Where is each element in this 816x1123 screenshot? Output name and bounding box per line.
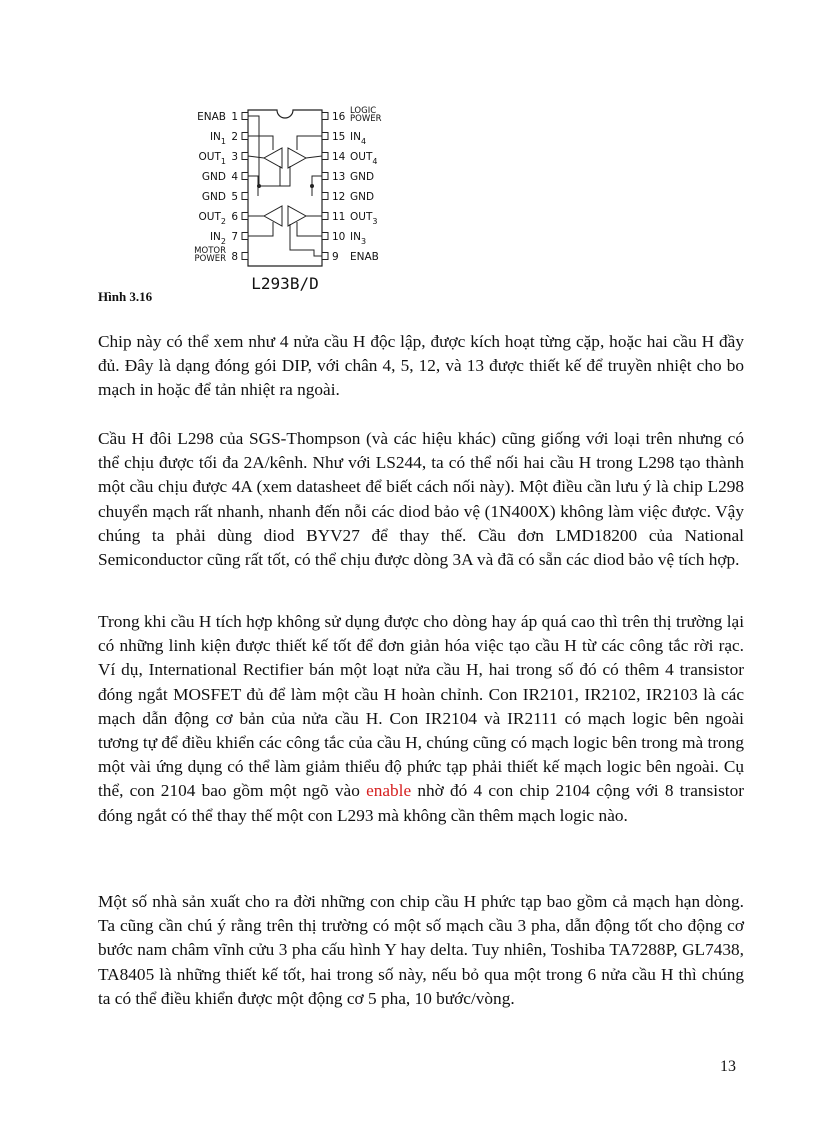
figure-caption: Hình 3.16: [98, 289, 153, 304]
paragraph-2: Cầu H đôi L298 của SGS-Thompson (và các hiệu khác) cũng giống với loại trên nhưng có thể chịu được tối đa 2A/kênh. Như với LS244, ta có thể nối hai cầu H trong L298 tạo thành một cầu chịu được 4A (xem datasheet để biết cách nối này). Một điều cần lưu ý là chip L298 chuyển mạch rất nhanh, nhanh đến nỗi các diod bảo vệ (1N400X) không làm việc được. Vậy chúng ta phải dùng diod BYV27 để thay thế. Cầu đơn LMD18200 của National Semiconductor cũng rất tốt, có thể chịu được dòng 3A và đã có sẵn các diod bảo vệ tích hợp.: [98, 429, 744, 570]
internal-wiring: [248, 116, 322, 256]
buffer-4-icon: [288, 148, 306, 168]
left-pin-2-number: 2: [231, 131, 238, 143]
paragraph-3: [98, 610, 744, 828]
left-pin-8-number: 8: [231, 251, 238, 263]
left-pin-3-pad: [242, 153, 248, 160]
right-pin-15-label: $IN_4$: [350, 131, 367, 146]
right-pin-16-label-word: POWER: [350, 114, 382, 124]
left-pin-4-pad: [242, 173, 248, 180]
left-pin-5-label: GND: [201, 191, 226, 203]
right-pin-11-number: 11: [332, 211, 346, 223]
right-pin-14-label: $OUT_4$: [350, 151, 378, 166]
right-pin-10-label: $IN_3$: [350, 231, 367, 246]
right-pin-12-pad: [322, 193, 328, 200]
left-pin-7-number: 7: [231, 231, 238, 243]
right-pin-9-pad: [322, 253, 328, 260]
right-pin-14-number: 14: [332, 151, 346, 163]
paragraph-4: Một số nhà sản xuất cho ra đời những con chip cầu H phức tạp bao gồm cả mạch hạn dòng. Ta cũng cần chú ý rằng trên thị trường có một số mạch cầu 3 pha, dẫn động tốt cho động cơ bước nam châm vĩnh cửu 3 pha cấu hình Y hay delta. Tuy nhiên, Toshiba TA7288P, GL7438, TA8405 là những thiết kế tốt, hai trong số này, nếu bỏ qua một trong 6 nửa cầu H thì chúng ta có thể điều khiển được một động cơ 5 pha, 10 bước/vòng.: [98, 892, 744, 1008]
right-pin-14-pad: [322, 153, 328, 160]
left-pin-6-number: 6: [231, 211, 238, 223]
paragraph-1: Chip này có thể xem như 4 nửa cầu H độc lập, được kích hoạt từng cặp, hoặc hai cầu H đầy đủ. Đây là dạng đóng gói DIP, với chân 4, 5, 12, và 13 được thiết kế để truyền nhiệt cho bo mạch in hoặc để tản nhiệt ra ngoài.: [98, 332, 744, 400]
left-pin-1-pad: [242, 113, 248, 120]
right-pin-16-pad: [322, 113, 328, 120]
left-pin-8-pad: [242, 253, 248, 260]
chip-name: L293B/D: [251, 274, 319, 293]
right-pin-12-label: GND: [350, 191, 375, 203]
left-pin-6-pad: [242, 213, 248, 220]
right-pin-13-number: 13: [332, 171, 346, 183]
right-pin-13-label: GND: [350, 171, 375, 183]
left-pin-3-number: 3: [231, 151, 238, 163]
chip-pinout-diagram: [164, 100, 404, 296]
left-pin-4-label: GND: [201, 171, 226, 183]
left-pin-5-pad: [242, 193, 248, 200]
right-pin-15-pad: [322, 133, 328, 140]
left-pin-6-label: $OUT_2$: [198, 211, 226, 226]
right-pin-9-label: ENAB: [350, 251, 379, 263]
left-pin-8-label-word: MOTOR: [194, 246, 226, 256]
enable-highlight: enable: [366, 781, 412, 801]
right-pin-15-number: 15: [332, 131, 346, 143]
right-pin-11-pad: [322, 213, 328, 220]
paragraph-3-text-a: Trong khi cầu H tích hợp không sử dụng được cho dòng hay áp quá cao thì trên thị trường lại có những linh kiện được thiết kế tốt để đơn giản hóa việc tạo cầu H từ các công tắc rời rạc. Ví dụ, International Rectifier bán một loạt nửa cầu H, hai trong số đó có thêm 4 transistor đóng ngắt MOSFET đủ để làm một cầu H hoàn chỉnh. Con IR2101, IR2102, IR2103 là các mạch dẫn động cơ bản của nửa cầu H. Con IR2104 và IR2111 có mạch logic bên ngoài tương tự để điều khiển các công tắc của cầu H, chúng cũng có mạch logic bên trong mà trong một vài ứng dụng có thể làm giảm thiểu độ phức tạp phải thiết kế mạch logic bên ngoài. Cụ thể, con 2104 bao gồm một ngõ vào: [98, 612, 744, 801]
left-pin-2-pad: [242, 133, 248, 140]
left-pin-1-label: ENAB: [197, 111, 226, 123]
right-pin-10-number: 10: [332, 231, 346, 243]
right-pin-group: [322, 106, 382, 263]
left-pin-7-pad: [242, 233, 248, 240]
right-pin-12-number: 12: [332, 191, 346, 203]
left-pin-5-number: 5: [231, 191, 238, 203]
left-pin-group: [194, 111, 248, 264]
left-pin-2-label: $IN_1$: [209, 131, 226, 146]
right-pin-9-number: 9: [332, 251, 339, 263]
buffer-1-icon: [264, 148, 282, 168]
paragraph-3-text-b: nhờ đó 4 con chip 2104 cộng với 8 transistor đóng ngắt có thể thay thế một con L293 mà không cần thêm mạch logic nào.: [98, 781, 744, 825]
left-pin-8-label-word: POWER: [194, 254, 226, 264]
left-pin-3-label: $OUT_1$: [198, 151, 226, 166]
right-pin-11-label: $OUT_3$: [350, 211, 378, 226]
chip-pinout-figure: [164, 100, 404, 296]
right-pin-16-number: 16: [332, 111, 346, 123]
page-number: 13: [720, 1058, 736, 1075]
left-pin-1-number: 1: [231, 111, 238, 123]
right-pin-10-pad: [322, 233, 328, 240]
left-pin-4-number: 4: [231, 171, 238, 183]
right-pin-16-label-word: LOGIC: [350, 106, 377, 116]
right-pin-13-pad: [322, 173, 328, 180]
left-pin-7-label: $IN_2$: [209, 231, 226, 246]
